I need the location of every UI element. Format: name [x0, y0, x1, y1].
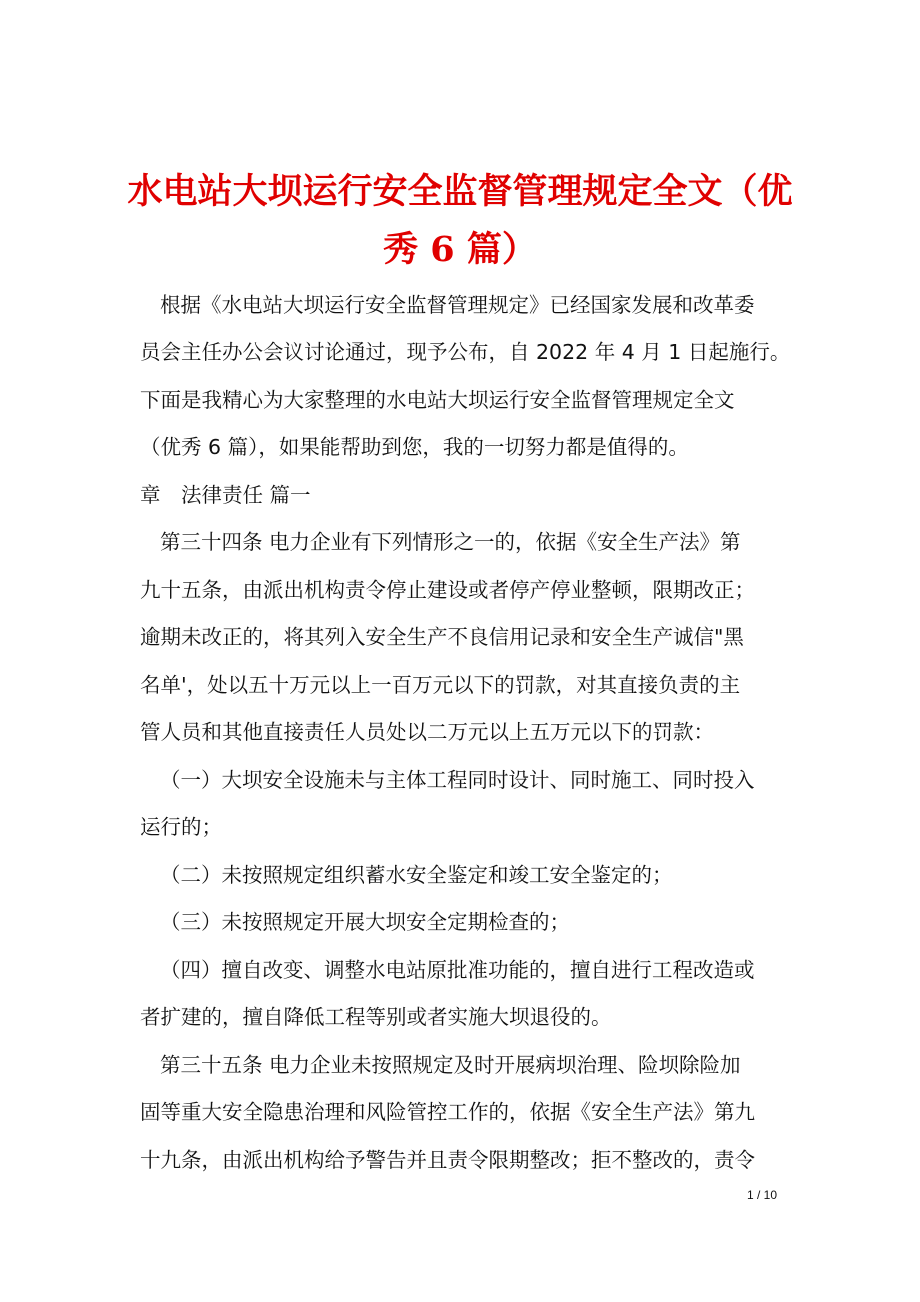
- item-2-line: （二）未按照规定组织蓄水安全鉴定和竣工安全鉴定的；: [160, 863, 673, 887]
- item-4-line-2: 者扩建的，擅自降低工程等别或者实施大坝退役的。: [140, 1005, 612, 1029]
- item-1-line-1: （一）大坝安全设施未与主体工程同时设计、同时施工、同时投入: [160, 768, 755, 792]
- item-3-line: （三）未按照规定开展大坝安全定期检查的；: [160, 910, 570, 934]
- article-35-line-3: 十九条，由派出机构给予警告并且责令限期整改；拒不整改的，责令: [140, 1148, 755, 1172]
- article-34-line-1: 第三十四条 电力企业有下列情形之一的，依据《安全生产法》第: [160, 530, 741, 554]
- intro-line-3: 下面是我精心为大家整理的水电站大坝运行安全监督管理规定全文: [140, 388, 735, 412]
- article-35-line-1: 第三十五条 电力企业未按照规定及时开展病坝治理、险坝除险加: [160, 1053, 741, 1077]
- intro-line-4: （优秀 6 篇），如果能帮助到您，我的一切努力都是值得的。: [140, 435, 689, 459]
- article-34-line-5: 管人员和其他直接责任人员处以二万元以上五万元以下的罚款：: [140, 720, 714, 744]
- page-number: 1 / 10: [747, 1188, 778, 1202]
- chapter-heading: 章 法律责任 篇一: [140, 483, 311, 507]
- article-35-line-2: 固等重大安全隐患治理和风险管控工作的，依据《安全生产法》第九: [140, 1100, 755, 1124]
- item-4-line-1: （四）擅自改变、调整水电站原批准功能的，擅自进行工程改造或: [160, 958, 755, 982]
- document-title: [120, 163, 800, 279]
- article-34-line-3: 逾期未改正的，将其列入安全生产不良信用记录和安全生产诚信"黑: [140, 625, 744, 649]
- item-1-line-2: 运行的；: [140, 815, 222, 839]
- title-line-2: 秀 6 篇）: [383, 229, 537, 271]
- intro-line-2: 员会主任办公会议讨论通过，现予公布，自 2022 年 4 月 1 日起施行。: [140, 340, 791, 364]
- article-34-line-4: 名单'，处以五十万元以上一百万元以下的罚款，对其直接负责的主: [140, 673, 741, 697]
- intro-line-1: 根据《水电站大坝运行安全监督管理规定》已经国家发展和改革委: [160, 293, 755, 317]
- title-line-1: 水电站大坝运行安全监督管理规定全文（优: [127, 171, 793, 213]
- article-34-line-2: 九十五条，由派出机构责令停止建设或者停产停业整顿，限期改正；: [140, 578, 755, 602]
